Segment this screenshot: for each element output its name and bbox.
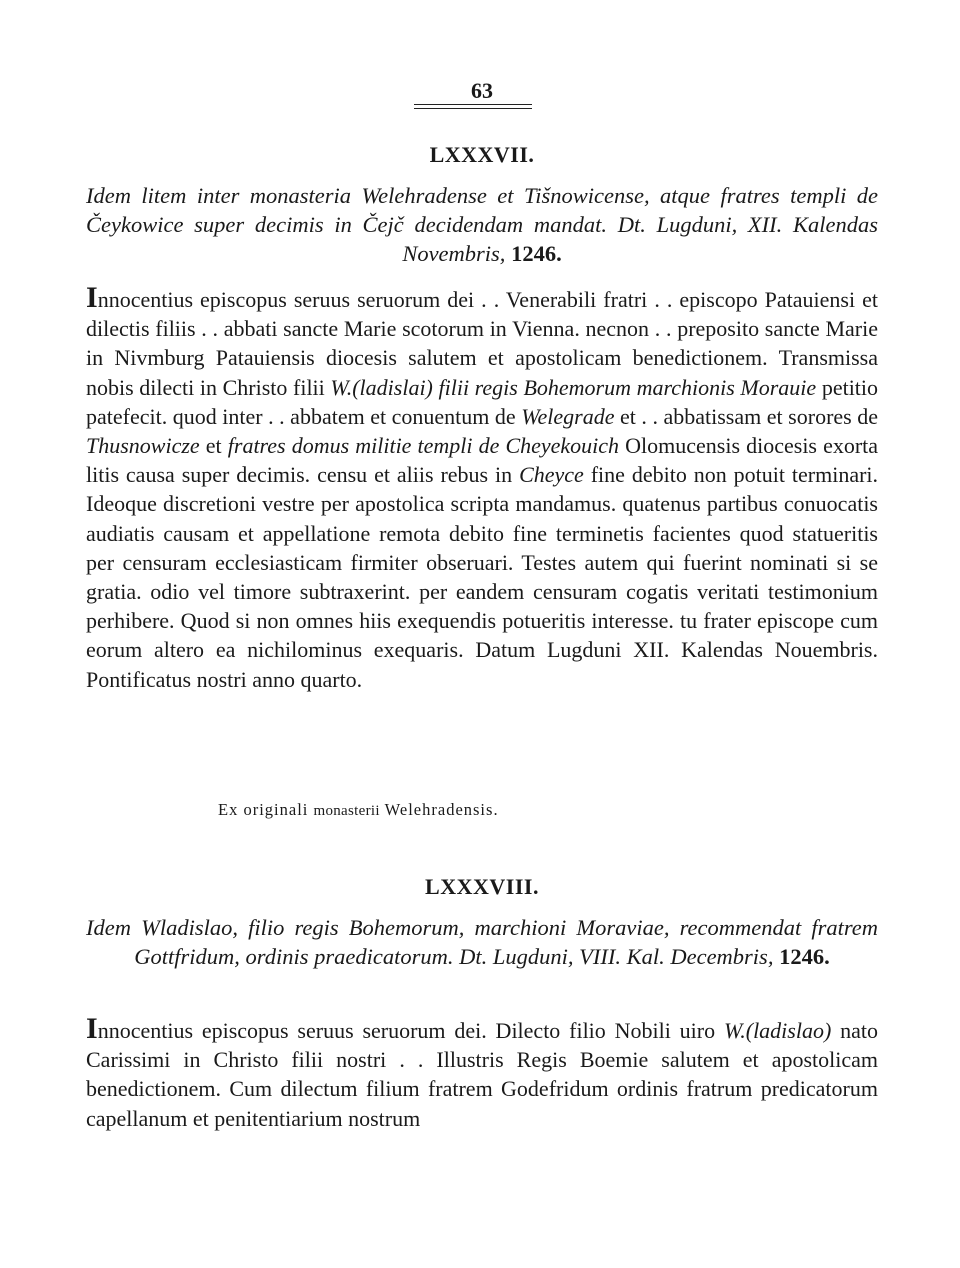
doc1-italic-4: fratres domus militie templi de Cheyekouich [227, 433, 620, 459]
doc2-body [86, 1012, 879, 1133]
doc2-summary-text: Idem Wladislao, filio regis Bohemorum, marchioni Moraviae, recommendat fratrem Gottfridum, ordinis praedicatorum. Dt. Lugduni, VIII. Kal. Decembris, [86, 915, 878, 969]
doc2-summary-year: 1246. [779, 944, 830, 969]
doc1-italic-1: W.(ladislai) filii regis Bohemorum marchionis Morauie [330, 374, 817, 400]
page-number: 63 [471, 78, 493, 103]
doc1-source-note [218, 800, 499, 820]
doc1-source-c: Welehradensis. [384, 800, 499, 819]
doc1-body [86, 281, 879, 694]
doc1-source-b: monasterii [313, 803, 380, 819]
doc1-italic-2: Welegrade [521, 403, 615, 429]
doc2-initial: I [86, 1012, 98, 1045]
doc1-italic-5: Cheyce [519, 462, 584, 488]
doc1-text-5: Olomucensis diocesis exorta litis causa super decimis. censu et aliis rebus in [86, 433, 879, 488]
doc2-text-1: nnocentius episcopus seruus seruorum dei. Dilecto filio Nobili uiro [97, 1018, 716, 1043]
page-number-rule [414, 104, 532, 105]
doc1-text-4: et [205, 433, 222, 459]
doc1-summary-text: Idem litem inter monasteria Welehradense et Tišnowicense, atque fratres templi de Čeykowice super decimis in Čejč decidendam mandat. Dt. Lugduni, XII. Kalendas Novembris, [86, 183, 878, 266]
doc1-summary-year: 1246. [511, 241, 562, 266]
doc1-italic-3: Thusnowicze [86, 433, 200, 459]
doc1-text-1: nnocentius episcopus seruus seruorum dei . . Venerabili fratri . . episcopo Patauiensi et dilectis filiis . . abbati sancte Marie scotorum in Vienna. necnon . . preposito sancte Marie in Nivmburg Patauiensis diocesis salutem et apostolicam benedictionem. Transmissa nobis dilecti in Christo filii [86, 287, 878, 400]
doc2-number: LXXXVIII. [425, 874, 539, 899]
doc1-text-2: petitio patefecit. quod inter . . abbatem et conuentum de [86, 374, 879, 429]
page-number-rule-double [414, 108, 532, 109]
doc2-text-2: nato Carissimi in Christo filii nostri . . Illustris Regis Boemie salutem et apostolicam benedictionem. Cum dilectum filium fratrem Godefridum ordinis fratrum predicatorum capellanum et penitentiarium nostrum [86, 1018, 879, 1131]
doc2-summary [86, 913, 878, 971]
doc2-italic-1: W.(ladislao) [723, 1018, 832, 1043]
doc1-summary [86, 181, 878, 268]
doc1-text-3: et . . abbatissam et sorores de [620, 403, 879, 429]
doc1-initial: I [86, 281, 98, 314]
doc1-source-a: Ex originali [218, 800, 309, 819]
doc1-number: LXXXVII. [429, 142, 535, 167]
doc1-text-6: fine debito non potuit terminari. Ideoque discretioni vestre per apostolica scripta mandamus. quatenus partibus conuocatis audiatis causam et appellatione remota debito fine terminetis facientes quod statueritis per censuram ecclesiasticam firmiter obseruari. Testes autem qui fuerint nominati si se gratia. odio vel timore subtraxerint. per eandem censuram cogatis veritati testimonium perhibere. Quod si non omnes hiis exequendis potueritis interesse. tu frater episcope cum eorum altero ea nichilominus exequaris. Datum Lugduni XII. Kalendas Nouembris. Pontificatus nostri anno quarto. [86, 462, 879, 692]
